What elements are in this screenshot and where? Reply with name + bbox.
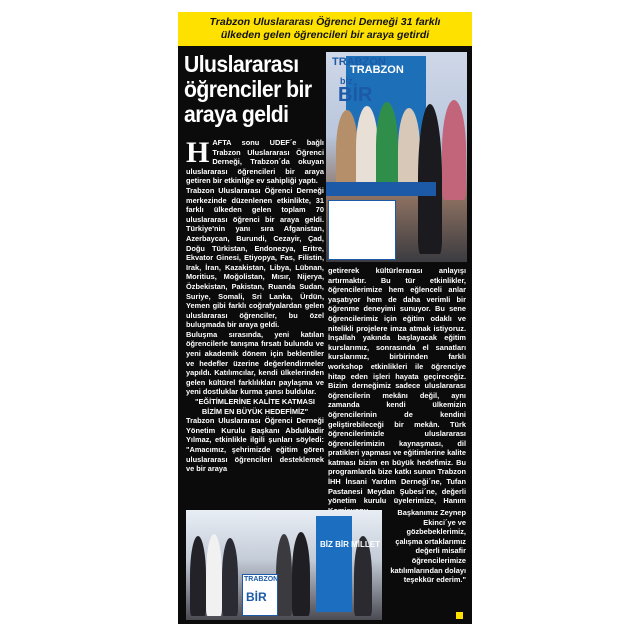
top-banner (178, 12, 472, 46)
photo-person (376, 102, 398, 190)
photo-person (206, 534, 222, 616)
subheading: "EĞİTİMLERİNE KALİTE KATMASI BİZİM EN BÜYÜK HEDEFİMİZ" (195, 397, 315, 416)
headline-line-3: araya geldi (184, 101, 289, 127)
photo-sign-big: BİR (246, 590, 267, 604)
headline (184, 52, 334, 127)
photo-person (442, 100, 466, 200)
article-column-3 (386, 508, 466, 585)
paragraph: Trabzon Uluslararası Öğrenci Derneği merkezinde düzenlenen etkinlikte, 31 farklı ülkeden gelen toplam 70 uluslararası öğrenci bir araya geldi. Türkiye'nin yanı sıra Afganistan, Azerbaycan, Burundi, Cezayir, Çad, Doğu Türkistan, Endonezya, Eritre, Ekvator Ginesi, Etiyopya, Fas, Filistin, Irak, İran, Kazakistan, Libya, Lübnan, Moritius, Moğolistan, Mısır, Nijerya, Özbekistan, Pakistan, Ruanda Sudan, Suriye, Somali, Sri Lanka, Ürdün, Yemen gibi farklı coğrafyalardan gelen uluslararası öğrenciler, bu özel buluşmada bir araya geldi. (186, 185, 324, 330)
photo-person (190, 536, 206, 616)
photo-person (356, 106, 378, 190)
paragraph: getirerek kültürlerarası anlayışı artırmaktır. Bu tür etkinlikler, öğrencilerimize hem eğlenceli anlar yaşatıyor hem de daha verimli bir öğrenme deneyimi sunuyor. Bu sene öğrencilerimiz için eğitim odaklı ve nitelikli projelere imza atmak istiyoruz. İnşallah yakında başlayacak eğitim kurslarımız, sonrasında el sanatları kurslarımız, birbirinden farklı workshop etkinlikleri ile öğrenciye hitap eden işleri hayata geçireceğiz. Bizim derneğimiz sadece uluslararası öğrencilerin mekânı değil, aynı zamanda kendi ülkemizin öğrencilerinin de kendini geliştirebileceği bir mekân. Türk öğrencilerimizle uluslararası öğrencilerimizin kaynaşması, dil pratikleri yapması ve eğitimlerine kalite katması bizim en büyük hedefimiz. Bu programlarda bize katkı sunan Trabzon İHH İnsani Yardım Derneği´ne, Tufan Pastanesi Meydan Şubesi´ne, değerli yönetim kurulu üyelerimize, Hanım (328, 266, 466, 506)
newspaper-clipping (178, 12, 472, 624)
drop-cap: H (186, 136, 210, 169)
paragraph: Buluşma sırasında, yeni katılan öğrencilerle tanışma fırsatı bulundu ve yeni akademik dönem için beklentiler ve hedefler üzerine değerlendirmeler yapıldı. Katılımcılar, kendi ülkelerinden gelen kültürel farklılıkları paylaşma ve yeni dostluklar kurma şansı buldular. (186, 329, 324, 397)
banner-line-1: Trabzon Uluslararası Öğrenci Derneği 31 farklı (209, 16, 441, 28)
top-photo (326, 52, 467, 262)
photo-person (336, 110, 358, 190)
headline-line-2: öğrenciler bir (184, 76, 312, 102)
paragraph: Trabzon Uluslararası Öğrenci Derneği Yönetim Kurulu Başkanı Abdulkadir Yılmaz, etkinlikle ilgili şunları söyledi: "Amacımız, şehrimizde eğitim gören uluslararası öğrencileri desteklemek ve bir araya (186, 416, 324, 474)
end-mark (456, 612, 463, 619)
photo-banner (316, 516, 352, 612)
headline-line-1: Uluslararası (184, 51, 299, 77)
photo-sign-small: biz (340, 76, 353, 86)
article-column-2 (328, 266, 466, 515)
article-column-1 (186, 138, 324, 474)
photo-backdrop-text: TRABZON (350, 64, 404, 76)
photo-person (418, 104, 442, 254)
photo-person (222, 538, 238, 616)
photo-person (292, 532, 310, 616)
photo-person (398, 108, 420, 190)
bottom-photo (186, 510, 382, 620)
photo-banner-text: BİZ BİR MİLLET (320, 540, 380, 549)
photo-sign-title: TRABZON (332, 56, 386, 68)
paragraph: AFTA sonu UDEF´e bağlı Trabzon Uluslararası Öğrenci Derneği, Trabzon´da okuyan uluslararası öğrencileri bir araya getiren bir etkinliğe ev sahipliği yaptı. (186, 138, 324, 186)
photo-sign (328, 200, 396, 260)
photo-table (326, 182, 436, 196)
photo-sign-title: TRABZON (244, 576, 279, 583)
photo-sign-big: BİR (338, 84, 373, 106)
banner-line-2: ülkeden gelen öğrencileri bir araya getirdi (220, 29, 430, 41)
photo-person (276, 534, 292, 616)
paragraph: Başkanımız Zeynep Ekinci´ye ve gözbebeklerimiz, çalışma ortaklarımız değerli misafir öğrencilerimize katılımlarından dolayı teşekkür ederim." (390, 508, 466, 585)
